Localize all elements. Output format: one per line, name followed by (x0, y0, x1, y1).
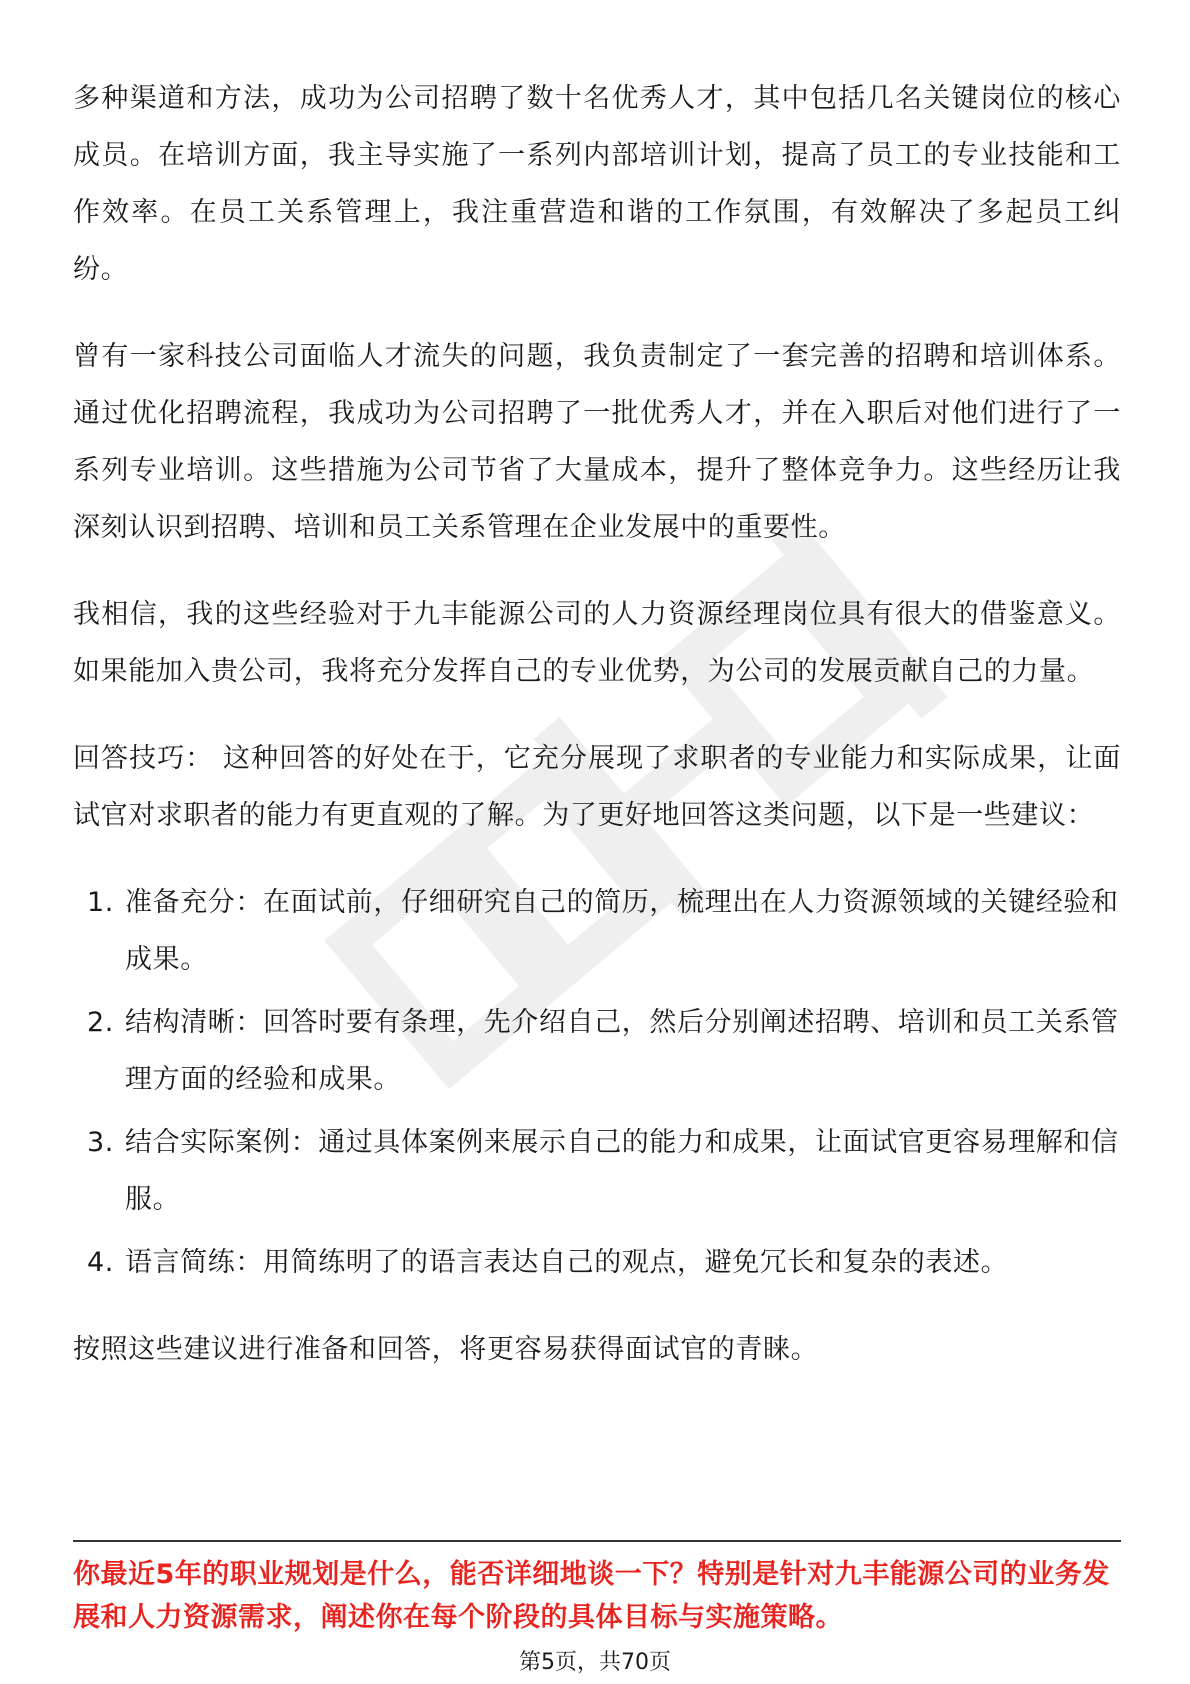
list-item-number: 4. (87, 1247, 114, 1278)
paragraph-answer-tips: 回答技巧： 这种回答的好处在于，它充分展现了求职者的专业能力和实际成果，让面试官对求职者的能力有更直观的了解。为了更好地回答这类问题，以下是一些建议： (73, 743, 1121, 831)
paragraph-experience: 多种渠道和方法，成功为公司招聘了数十名优秀人才，其中包括几名关键岗位的核心成员。在培训方面，我主导实施了一系列内部培训计划，提高了员工的专业技能和工作效率。在员工关系管理上，我注重营造和谐的工作氛围，有效解决了多起员工纠纷。 (73, 83, 1121, 285)
list-item-text: 语言简练：用简练明了的语言表达自己的观点，避免冗长和复杂的表述。 (125, 1247, 1009, 1278)
tips-list (73, 874, 1121, 1291)
list-item (73, 1234, 1121, 1291)
next-question-heading: 你最近5年的职业规划是什么，能否详细地谈一下？特别是针对九丰能源公司的业务发展和人力资源需求，阐述你在每个阶段的具体目标与实施策略。 (73, 1559, 1110, 1633)
paragraph-closing: 按照这些建议进行准备和回答，将更容易获得面试官的青睐。 (73, 1334, 819, 1365)
list-item (73, 994, 1121, 1108)
section-divider (73, 1540, 1121, 1542)
list-item-number: 2. (87, 1007, 114, 1038)
main-content (73, 70, 1121, 1408)
list-item-text: 结构清晰：回答时要有条理，先介绍自己，然后分别阐述招聘、培训和员工关系管理方面的经验和成果。 (125, 1007, 1119, 1095)
list-item (73, 874, 1121, 988)
paragraph-case: 曾有一家科技公司面临人才流失的问题，我负责制定了一套完善的招聘和培训体系。通过优化招聘流程，我成功为公司招聘了一批优秀人才，并在入职后对他们进行了一系列专业培训。这些措施为公司节省了大量成本，提升了整体竞争力。这些经历让我深刻认识到招聘、培训和员工关系管理在企业发展中的重要性。 (73, 341, 1121, 543)
list-item (73, 1114, 1121, 1228)
list-item-text: 结合实际案例：通过具体案例来展示自己的能力和成果，让面试官更容易理解和信服。 (125, 1127, 1119, 1215)
page-number-footer: 第5页，共70页 (519, 1650, 671, 1675)
list-item-number: 1. (87, 887, 114, 918)
list-item-text: 准备充分：在面试前，仔细研究自己的简历，梳理出在人力资源领域的关键经验和成果。 (125, 887, 1119, 975)
paragraph-belief: 我相信，我的这些经验对于九丰能源公司的人力资源经理岗位具有很大的借鉴意义。如果能加入贵公司，我将充分发挥自己的专业优势，为公司的发展贡献自己的力量。 (73, 599, 1121, 687)
list-item-number: 3. (87, 1127, 114, 1158)
